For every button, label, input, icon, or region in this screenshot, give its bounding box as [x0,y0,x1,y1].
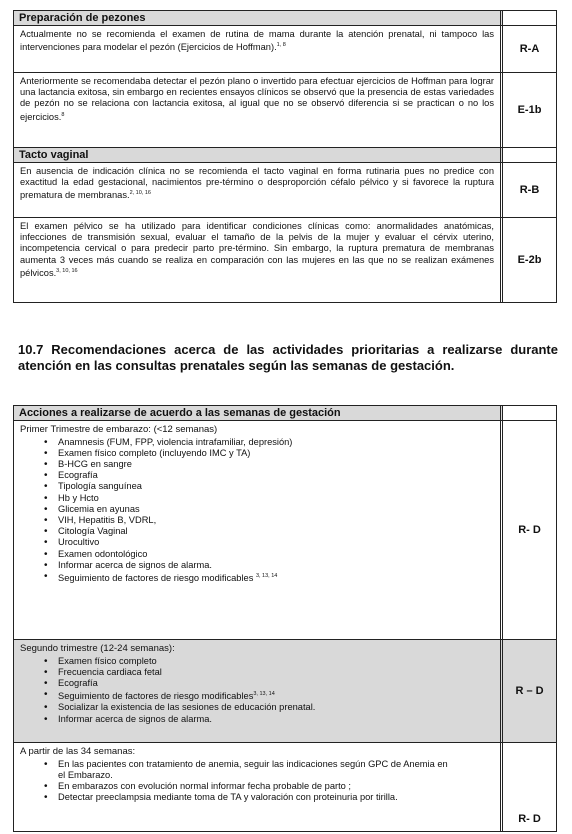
section-header-row [14,11,556,25]
list-item: • Socializar la existencia de las sesiones de educación prenatal. [44,702,494,713]
recommendation-text-cell [14,163,503,217]
reference-numbers: 3, 10, 16 [56,267,78,274]
header-side-cell [503,11,556,25]
group-title: Primer Trimestre de embarazo: (<12 semanas) [20,424,218,435]
list-item: • Informar acerca de signos de alarma. [44,714,494,725]
list-item: • Frecuencia cardiaca fetal [44,667,494,678]
text: Actualmente no se recomienda el examen de rutina de mama durante la atención prenatal, ni tampoco las intervenciones para modelar el pezón (Ejercicios de Hoffman). [20,29,494,53]
list-item [44,689,494,702]
list-item: • Informar acerca de signos de alarma. [44,560,494,571]
action-list [20,759,494,804]
table-row [14,162,556,217]
recommendation-text [20,76,494,123]
section-heading: 10.7 Recomendaciones acerca de las actividades prioritarias a realizarse durante atención en las consultas prenatales según las semanas de gestación. [18,342,558,373]
evidence-level: R- D [518,813,541,825]
table-row [14,72,556,147]
evidence-level: R – D [503,640,556,742]
text: En ausencia de indicación clínica no se recomienda el tacto vaginal en forma rutinaria pues no predice con exactitud la edad gestacional, nacimientos pre-término o desproporción céfalo pélvico y si favorece la ruptura prematura de membranas. [20,166,494,201]
list-item: • Examen odontológico [44,549,494,560]
list-item: • Hb y Hcto [44,493,494,504]
text: Anteriormente se recomendaba detectar el pezón plano o invertido para efectuar ejercicios de Hoffman para lograr una lactancia exitosa, sin embargo en recientes ensayos clínicos se observó que la presencia de estas variedades de pezón no se relaciona con lactancia exitosa, al igual que no se observó diferencia si se practican o no los ejercicios. [20,76,494,122]
list-item [44,571,494,584]
recommendation-text-cell [14,73,503,147]
group-content [14,421,503,639]
list-item: • Anamnesis (FUM, FPP, violencia intrafamiliar, depresión) [44,437,494,448]
action-list [20,656,494,725]
list-item: • B-HCG en sangre [44,459,494,470]
trimester-group [14,742,556,831]
trimester-group [14,420,556,639]
table-header-row [14,406,556,420]
list-item: • Detectar preeclampsia mediante toma de TA y valoración con proteinuria por tirilla. [44,792,454,803]
reference-numbers: 1, 8 [276,42,286,49]
text: Seguimiento de factores de riesgo modificables [58,691,254,702]
section-header-row [14,147,556,162]
list-item: • Citología Vaginal [44,526,494,537]
recommendation-text-cell [14,218,503,302]
group-title: Segundo trimestre (12-24 semanas): [20,643,175,654]
action-list [20,437,494,585]
evidence-level: R-B [519,184,540,196]
actions-table [13,405,557,832]
group-title: A partir de las 34 semanas: [20,746,136,757]
reference-numbers: 2, 10, 16 [129,190,151,197]
list-item: • Ecografía [44,678,494,689]
list-item: • En las pacientes con tratamiento de anemia, seguir las indicaciones según GPC de Anemia en el Embarazo. [44,759,454,781]
table-row [14,217,556,302]
list-item: • Examen físico completo (incluyendo IMC y TA) [44,448,494,459]
table-row [14,25,556,72]
list-item: • Ecografía [44,470,494,481]
text: El examen pélvico se ha utilizado para identificar condiciones clínicas como: anormalidades anatómicas, infecciones de transmisión sexual, evaluar el tamaño de la pelvis de la mujer y evaluar el cérvix uterino, incompetencia cervical o para predecir parto pre-término. Sin embargo, la ruptura prematura de membranas aumenta 3 veces más cuando se realiza en comparación con las mujeres en las que no se realizan exámenes pélvicos. [20,221,494,278]
list-item: • Glicemia en ayunas [44,504,494,515]
evidence-level: R-A [519,43,540,55]
reference-numbers: 3, 13, 14 [253,691,275,698]
list-item: • En embarazos con evolución normal informar fecha probable de parto ; [44,781,454,792]
reference-numbers: 8 [61,111,65,118]
trimester-group [14,639,556,742]
list-item: • Tipología sanguínea [44,481,494,492]
evidence-level: E-2b [517,254,542,266]
reference-numbers: 3, 13, 14 [255,572,278,579]
recommendation-text [20,221,494,279]
evidence-level: R- D [518,524,541,536]
text: Seguimiento de factores de riesgo modificables [58,573,254,584]
header-side-cell [503,148,556,162]
group-content [14,743,503,831]
header-side-cell [503,406,556,420]
group-content [14,640,503,742]
list-item: • VIH, Hepatitis B, VDRL, [44,515,494,526]
recommendation-text [20,166,494,202]
section-header: Preparación de pezones [14,11,503,25]
evidence-level: E-1b [517,104,542,116]
evidence-table-1 [13,10,557,303]
table-header: Acciones a realizarse de acuerdo a las semanas de gestación [14,406,503,420]
section-header: Tacto vaginal [14,148,503,162]
list-item: • Urocultivo [44,537,494,548]
recommendation-text [20,29,494,54]
recommendation-text-cell [14,26,503,72]
list-item: • Examen físico completo [44,656,494,667]
